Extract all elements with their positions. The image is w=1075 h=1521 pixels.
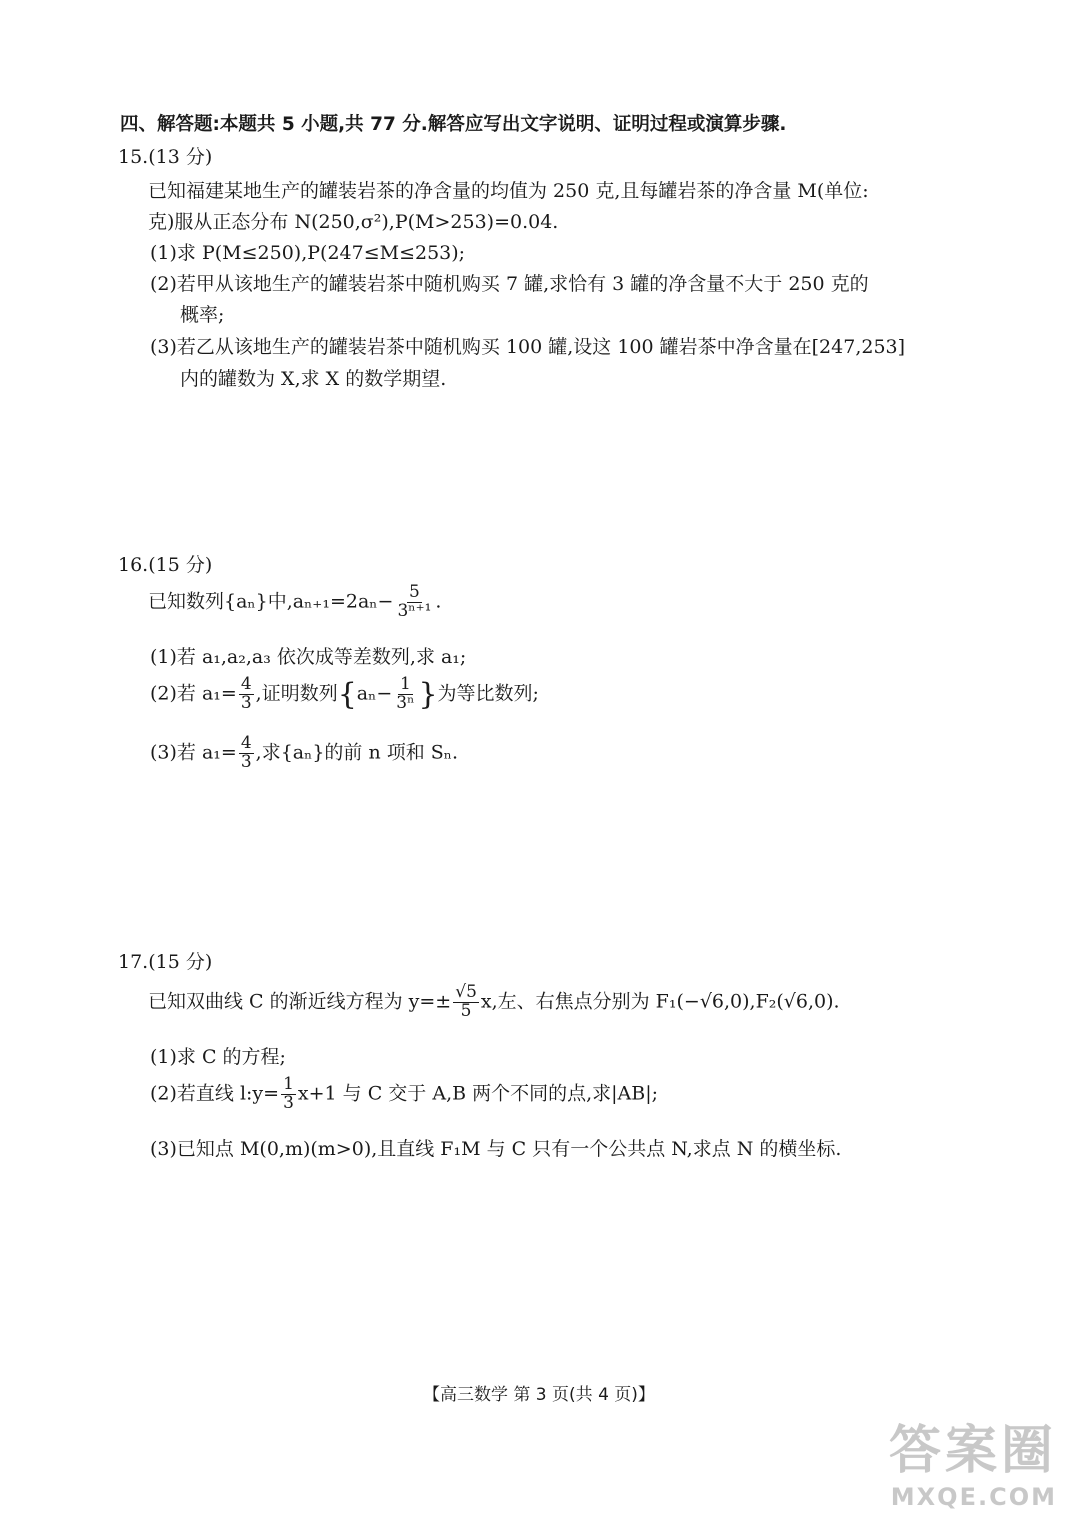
q15-head: 15.(13 分) bbox=[118, 146, 213, 168]
fraction-numerator: 5 bbox=[409, 582, 420, 602]
q17-stem-end: x,左、右焦点分别为 F₁(−√6,0),F₂(√6,0). bbox=[480, 990, 840, 1013]
q17-stem-fraction bbox=[453, 984, 479, 1021]
q17-stem-text: 已知双曲线 C 的渐近线方程为 y=± bbox=[148, 990, 452, 1013]
q16-part2-mid: ,证明数列 bbox=[255, 682, 338, 705]
q16-stem bbox=[148, 584, 441, 621]
watermark-logo bbox=[889, 1408, 1057, 1511]
fraction-numerator: 4 bbox=[240, 674, 252, 694]
q16-part2-end: 为等比数列; bbox=[437, 682, 539, 705]
fraction-denominator: 3ⁿ bbox=[396, 692, 415, 713]
q16-part1: (1)若 a₁,a₂,a₃ 依次成等差数列,求 a₁; bbox=[150, 646, 467, 668]
q17-part2-fraction bbox=[281, 1076, 296, 1113]
left-brace-symbol: { bbox=[337, 676, 357, 712]
fraction-denominator: 3ⁿ⁺¹ bbox=[397, 600, 432, 621]
q15-part2-line1: (2)若甲从该地生产的罐装岩茶中随机购买 7 罐,求恰有 3 罐的净含量不大于 250 克的 bbox=[150, 273, 869, 295]
fraction-numerator: 1 bbox=[399, 674, 411, 694]
q15-part2-line2: 概率; bbox=[180, 304, 225, 326]
q17-part3: (3)已知点 M(0,m)(m>0),且直线 F₁M 与 C 只有一个公共点 N,求点 N 的横坐标. bbox=[150, 1138, 842, 1160]
fraction-denominator: 3 bbox=[240, 751, 252, 772]
q16-part2 bbox=[150, 676, 539, 713]
fraction-numerator: √5 bbox=[455, 982, 477, 1002]
page-footer: 【高三数学 第 3 页(共 4 页)】 bbox=[423, 1385, 655, 1405]
q15-part1: (1)求 P(M≤250),P(247≤M≤253); bbox=[150, 242, 466, 264]
q17-stem bbox=[148, 984, 840, 1021]
q16-stem-fraction bbox=[395, 584, 433, 621]
watermark-text-bottom: MXQE.COM bbox=[890, 1483, 1057, 1511]
watermark-text-top: 答案圈 bbox=[888, 1421, 1057, 1481]
q16-stem-text: 已知数列{aₙ}中,aₙ₊₁=2aₙ− bbox=[148, 590, 394, 613]
section-header: 四、解答题:本题共 5 小题,共 77 分.解答应写出文字说明、证明过程或演算步骤. bbox=[120, 114, 787, 135]
q17-head: 17.(15 分) bbox=[118, 951, 213, 973]
q17-part1: (1)求 C 的方程; bbox=[150, 1046, 286, 1068]
q15-stem-line2: 克)服从正态分布 N(250,σ²),P(M>253)=0.04. bbox=[148, 211, 559, 233]
q16-stem-end: . bbox=[435, 590, 442, 613]
q16-part2-inner: aₙ− bbox=[356, 682, 393, 705]
fraction-denominator: 5 bbox=[460, 1000, 472, 1021]
q16-part2-text: (2)若 a₁= bbox=[150, 682, 237, 705]
q17-part2-text: (2)若直线 l:y= bbox=[150, 1082, 280, 1105]
q16-part3-end: ,求{aₙ}的前 n 项和 Sₙ. bbox=[255, 741, 459, 764]
q16-part2-fraction bbox=[239, 676, 254, 713]
q15-stem-line1: 已知福建某地生产的罐装岩茶的净含量的均值为 250 克,且每罐岩茶的净含量 M(单位: bbox=[148, 180, 869, 202]
q16-part2-inner-fraction bbox=[394, 676, 416, 713]
q16-part3-text: (3)若 a₁= bbox=[150, 741, 237, 764]
q15-part3-line2: 内的罐数为 X,求 X 的数学期望. bbox=[180, 368, 447, 390]
fraction-numerator: 1 bbox=[283, 1074, 294, 1094]
right-brace-symbol: } bbox=[418, 676, 438, 712]
fraction-denominator: 3 bbox=[240, 692, 252, 713]
fraction-denominator: 3 bbox=[283, 1092, 294, 1113]
fraction-numerator: 4 bbox=[240, 733, 252, 753]
q17-part2-end: x+1 与 C 交于 A,B 两个不同的点,求|AB|; bbox=[297, 1082, 659, 1105]
q16-head: 16.(15 分) bbox=[118, 554, 213, 576]
q16-part3-fraction bbox=[239, 735, 254, 772]
q15-part3-line1: (3)若乙从该地生产的罐装岩茶中随机购买 100 罐,设这 100 罐岩茶中净含量在[247,253] bbox=[150, 336, 906, 358]
q17-part2 bbox=[150, 1076, 658, 1113]
q16-part3 bbox=[150, 735, 458, 772]
